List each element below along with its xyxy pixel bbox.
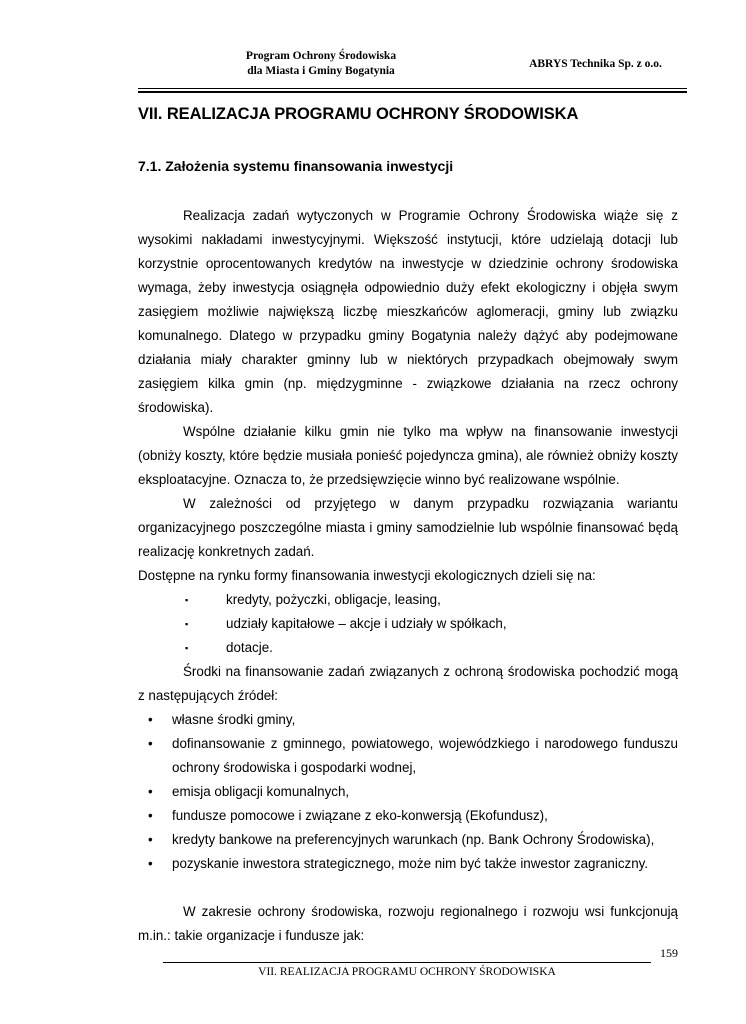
body-text — [138, 204, 678, 948]
paragraph: W zależności od przyjętego w danym przypadku rozwiązania wariantu organizacyjnego poszczególne miasta i gminy samodzielnie lub wspólnie finansować będą realizację konkretnych zadań. — [138, 496, 678, 559]
list-item: • dofinansowanie z gminnego, powiatowego, wojewódzkiego i narodowego funduszu ochrony środowiska i gospodarki wodnej, — [138, 732, 678, 780]
list-item: • fundusze pomocowe i związane z eko-konwersją (Ekofundusz), — [138, 804, 678, 828]
header-document-title — [232, 49, 410, 79]
paragraph: Dostępne na rynku formy finansowania inwestycji ekologicznych dzieli się na: — [138, 568, 596, 583]
list-item: • kredyty bankowe na preferencyjnych warunkach (np. Bank Ochrony Środowiska), — [138, 828, 678, 852]
square-bullet-icon: ▪ — [185, 619, 189, 629]
financing-forms-list — [138, 588, 678, 660]
header-title-line2: dla Miasta i Gminy Bogatynia — [247, 65, 395, 77]
header-divider — [138, 88, 687, 89]
page-number: 159 — [660, 946, 678, 960]
paragraph: Środki na finansowanie zadań związanych z ochroną środowiska pochodzić mogą z następujących źródeł: — [138, 664, 678, 703]
chapter-title: VII. REALIZACJA PROGRAMU OCHRONY ŚRODOWISKA — [138, 105, 579, 123]
header-company: ABRYS Technika Sp. z o.o. — [529, 58, 662, 70]
funding-sources-list — [138, 708, 678, 876]
list-item: ▪ kredyty, pożyczki, obligacje, leasing, — [138, 588, 678, 612]
list-item: ▪ dotacje. — [138, 636, 678, 660]
list-item: • własne środki gminy, — [138, 708, 678, 732]
dot-bullet-icon: • — [148, 712, 153, 727]
header-divider-thick — [138, 91, 687, 93]
dot-bullet-icon: • — [148, 856, 153, 871]
paragraph: W zakresie ochrony środowiska, rozwoju regionalnego i rozwoju wsi funkcjonują m.in.: takie organizacje i fundusze jak: — [138, 904, 678, 943]
paragraph: Wspólne działanie kilku gmin nie tylko ma wpływ na finansowanie inwestycji (obniży koszty, które będzie musiała ponieść pojedyncza gmina), ale również obniży koszty eksploatacyjne. Oznacza to, że przedsięwzięcie winno być realizowane wspólnie. — [138, 424, 678, 487]
dot-bullet-icon: • — [148, 808, 153, 823]
list-item: • emisja obligacji komunalnych, — [138, 780, 678, 804]
header-title-line1: Program Ochrony Środowiska — [245, 50, 397, 62]
paragraph: Realizacja zadań wytyczonych w Programie Ochrony Środowiska wiąże się z wysokimi nakładami inwestycyjnymi. Większość instytucji, które udzielają dotacji lub korzystnie oprocentowanych kredytów na inwestycje w dziedzinie ochrony środowiska wymaga, żeby inwestycja osiągnęła odpowiednio duży efekt ekologiczny i objęła swym zasięgiem możliwie największą liczbę mieszkańców aglomeracji, gminy lub związku komunalnego. Dlatego w przypadku gminy Bogatynia należy dążyć aby podejmowane działania miały charakter gminny lub w niektórych przypadkach obejmowały swym zasięgiem kilka gmin (np. międzygminne - związkowe działania na rzecz ochrony środowiska). — [138, 208, 678, 415]
square-bullet-icon: ▪ — [185, 595, 189, 605]
section-title: 7.1. Założenia systemu finansowania inwestycji — [138, 158, 454, 174]
dot-bullet-icon: • — [148, 784, 153, 799]
dot-bullet-icon: • — [148, 832, 153, 847]
square-bullet-icon: ▪ — [185, 643, 189, 653]
list-item: ▪ udziały kapitałowe – akcje i udziały w spółkach, — [138, 612, 678, 636]
spacer — [138, 876, 678, 900]
footer-chapter-title: VII. REALIZACJA PROGRAMU OCHRONY ŚRODOWISKA — [258, 966, 556, 978]
list-item: • pozyskanie inwestora strategicznego, może nim być także inwestor zagraniczny. — [138, 852, 678, 876]
footer-divider — [163, 962, 651, 963]
dot-bullet-icon: • — [148, 736, 153, 751]
